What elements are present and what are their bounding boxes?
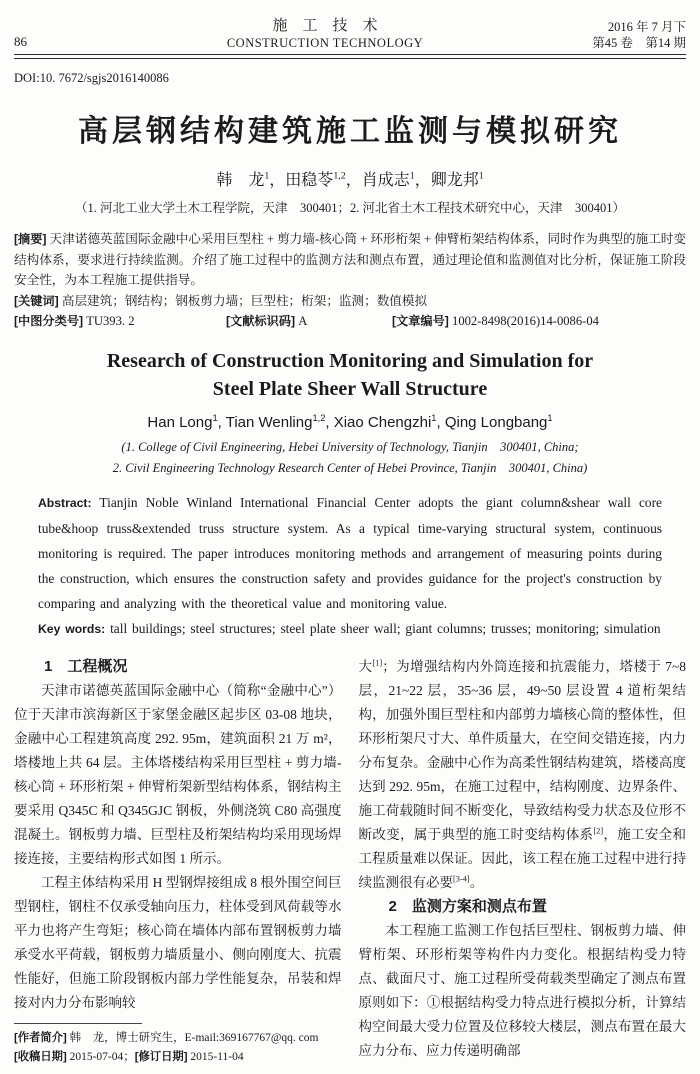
author-cn: [216, 172, 285, 189]
section1-paragraph2: 工程主体结构采用 H 型钢焊接组成 8 根外围空间巨型钢柱，钢柱不仅承受轴向压力，柱体受到风荷载等水平力也将产生弯矩；核心筒在墙体内部布置钢板剪力墙承受水平荷载，钢板剪力墙质量小、侧向刚度大、抗震性能好，但施工阶段钢板内部力学性能复杂，吊装和焊接对内力分布影响较: [14, 874, 342, 1010]
abstract-cn: [14, 229, 686, 291]
author-name: 韩 龙: [216, 172, 265, 189]
keywords-label-en: Key words:: [38, 621, 106, 636]
author-affil-sup: 1,2: [312, 412, 326, 423]
author-name: 田稳苓: [285, 172, 334, 189]
journal-name-en: CONSTRUCTION TECHNOLOGY: [226, 36, 424, 50]
doc-code-label: [文献标识码]: [226, 314, 296, 328]
journal-header: [14, 14, 686, 51]
abstract-en: [38, 490, 662, 616]
dates-line: [14, 1048, 342, 1067]
title-en-line1: Research of Construction Monitoring and Simulation for: [106, 349, 594, 372]
clc-value: TU393. 2: [86, 314, 135, 328]
author-affil-sup: 1,2: [333, 170, 346, 182]
article-id-label: [文章编号]: [392, 314, 449, 328]
clc-label: [中图分类号]: [14, 314, 84, 328]
author-bio-label: [作者简介]: [14, 1031, 67, 1044]
classification-line: [14, 311, 686, 332]
affiliation-cn: （1. 河北工业大学土木工程学院，天津 300401；2. 河北省土木工程技术研究中心，天津 300401）: [74, 201, 625, 215]
author-en: [445, 414, 553, 431]
author-affil-sup: 1: [547, 412, 553, 423]
author-separator: ,: [436, 413, 445, 431]
affiliation-en-line1: (1. College of Civil Engineering, Hebei University of Technology, Tianjin 300401, China;: [121, 439, 579, 454]
author-cn: [362, 172, 431, 189]
author-affil-sup: 1: [478, 170, 484, 182]
volume-issue: 第45 卷 第14 期: [592, 36, 686, 50]
authors-cn: [14, 167, 686, 190]
citation-ref: [2]: [593, 826, 604, 835]
body-text: ，施工安全和工程质量难以保证。因此，该工程在施工过程中进行持续监测很有必要: [358, 826, 687, 890]
body-columns: [14, 655, 686, 1067]
author-name: 肖成志: [361, 172, 410, 189]
author-affil-sup: 1: [409, 170, 415, 182]
author-name: Han Long: [147, 413, 213, 431]
author-separator: ,: [217, 413, 226, 431]
body-text: 。: [469, 874, 484, 890]
keywords-cn: [14, 291, 686, 312]
doc-code-value: A: [298, 314, 308, 328]
abstract-label-cn: [摘要]: [14, 232, 47, 246]
author-separator: ,: [325, 413, 334, 431]
author-cn: [285, 172, 361, 189]
author-bio-line: [14, 1029, 342, 1048]
author-en: [147, 414, 225, 431]
affiliation-en-line2: 2. Civil Engineering Technology Research Center of Hebei Province, Tianjin 300401, China): [112, 460, 588, 475]
keywords-text-cn: 高层建筑；钢结构；钢板剪力墙；巨型柱；桁架；监测；数值模拟: [61, 293, 428, 308]
issue-info-block: [546, 19, 686, 51]
section1-heading: 1 工程概况: [44, 657, 128, 675]
author-en: [226, 414, 334, 431]
abstract-block-en: [38, 490, 662, 642]
title-en-line2: Steel Plate Sheer Wall Structure: [212, 377, 488, 400]
author-affil-sup: 1: [264, 170, 270, 182]
authors-en: [14, 414, 686, 431]
author-bio-text: 韩 龙，博士研究生，E-mail:369167767@qq. com: [69, 1031, 319, 1044]
affiliation-en: [14, 437, 686, 479]
body-text: 大: [358, 658, 373, 674]
meta-block-cn: [14, 229, 686, 332]
received-date: 2015-07-04；: [69, 1050, 135, 1063]
left-column: [14, 655, 342, 1067]
author-name: Qing Longbang: [444, 413, 548, 431]
author-name: 卿龙邦: [430, 172, 479, 189]
right-column: [359, 655, 687, 1067]
paper-title-cn: 高层钢结构建筑施工监测与模拟研究: [78, 115, 622, 148]
citation-ref: [3-4]: [453, 874, 470, 883]
doi-line: DOI:10. 7672/sgjs2016140086: [14, 71, 169, 85]
author-name: Xiao Chengzhi: [333, 413, 432, 431]
journal-name-cn: 施 工 技 术: [272, 18, 378, 34]
author-separator: ，: [269, 172, 286, 189]
received-label: [收稿日期]: [14, 1050, 67, 1063]
page-number: 86: [14, 34, 27, 49]
author-cn: [431, 172, 484, 189]
revised-date: 2015-11-04: [190, 1050, 244, 1063]
keywords-en: [38, 616, 662, 642]
author-en: [334, 414, 445, 431]
section2-paragraph1: 本工程施工监测工作包括巨型柱、钢板剪力墙、伸臂桁架、环形桁架等构件内力变化。根据结构受力特点、截面尺寸、施工过程所受荷载类型确定了测点布置原则如下：①根据结构受力特点进行模拟分析，计算结构空间最大受力位置及位移较大楼层，测点布置在最大应力分布、应力传递明确部: [358, 922, 686, 1058]
clc-group: [14, 311, 226, 332]
article-id-group: [392, 311, 686, 332]
doc-code-group: [226, 311, 392, 332]
section2-heading: 2 监测方案和测点布置: [388, 897, 547, 915]
section1-paragraph1: 天津市诺德英蓝国际金融中心（简称“金融中心”）位于天津市滨海新区于家堡金融区起步区 03-08 地块，金融中心工程建筑高度 292. 95m，建筑面积 21 万 m²，塔楼地上共 64 层。主体塔楼结构采用巨型柱 + 剪力墙-核心筒 + 环形桁架 + 伸臂桁架新型结构体系，钢结构主要采用 Q345C 和 Q345GJC 钢板，外侧浇筑 C80 高强度混凝土。钢板剪力墙、巨型柱及桁架结构均采用现场焊接连接，主要结构形式如图 1 所示。: [14, 682, 342, 866]
section1-paragraph3: [359, 655, 687, 895]
abstract-label-en: Abstract:: [38, 495, 92, 510]
footnote-block: [14, 1023, 342, 1067]
revised-label: [修订日期]: [134, 1050, 188, 1063]
footnote-divider: [14, 1023, 142, 1024]
author-separator: ，: [414, 172, 431, 189]
author-affil-sup: 1: [212, 412, 218, 423]
header-divider: [14, 54, 686, 59]
author-name: Tian Wenling: [225, 413, 313, 431]
paper-title-en: [14, 347, 686, 403]
keywords-label-cn: [关键词]: [14, 293, 59, 308]
author-separator: ，: [345, 172, 362, 189]
abstract-text-en: Tianjin Noble Winland International Financial Center adopts the giant column&shear wall core tube&hoop truss&extended truss structure system. As a typical time-varying structural system, continuous monitoring is required. The paper introduces monitoring methods and arrangement of measuring points during the construction, which ensures the construction safety and provides guidance for the project's construction by comparing and analyzing with the theoretical value and monitoring value.: [38, 494, 662, 611]
body-text: ；为增强结构内外筒连接和抗震能力，塔楼于 7~8 层，21~22 层，35~36 层，49~50 层设置 4 道桁架结构，加强外围巨型柱和内部剪力墙核心筒的整体性，但环形桁架尺寸大、单件质量大，在空间交错连接，内力分布复杂。金融中心作为高柔性钢结构建筑，塔楼高度达到 292. 95m，在施工过程中，结构刚度、边界条件、施工荷载随时间不断变化，导致结构受力状态及位形不断改变，属于典型的施工时变结构体系: [358, 658, 687, 842]
journal-title-block: [104, 14, 546, 51]
article-id-value: 1002-8498(2016)14-0086-04: [452, 314, 599, 328]
abstract-text-cn: 天津诺德英蓝国际金融中心采用巨型柱 + 剪力墙-核心筒 + 环形桁架 + 伸臂桁架结构体系，同时作为典型的施工时变结构体系，要求进行持续监测。介绍了施工过程中的监测方法和测点布置，通过理论值和监测值对比分析，保证施工阶段安全性，为本工程施工提供指导。: [14, 232, 686, 287]
issue-date: 2016 年 7 月下: [607, 20, 686, 34]
keywords-text-en: tall buildings; steel structures; steel plate sheer wall; giant columns; trusses; monitoring; simulation: [110, 620, 661, 636]
citation-ref: [1]: [372, 658, 383, 667]
author-affil-sup: 1: [431, 412, 437, 423]
